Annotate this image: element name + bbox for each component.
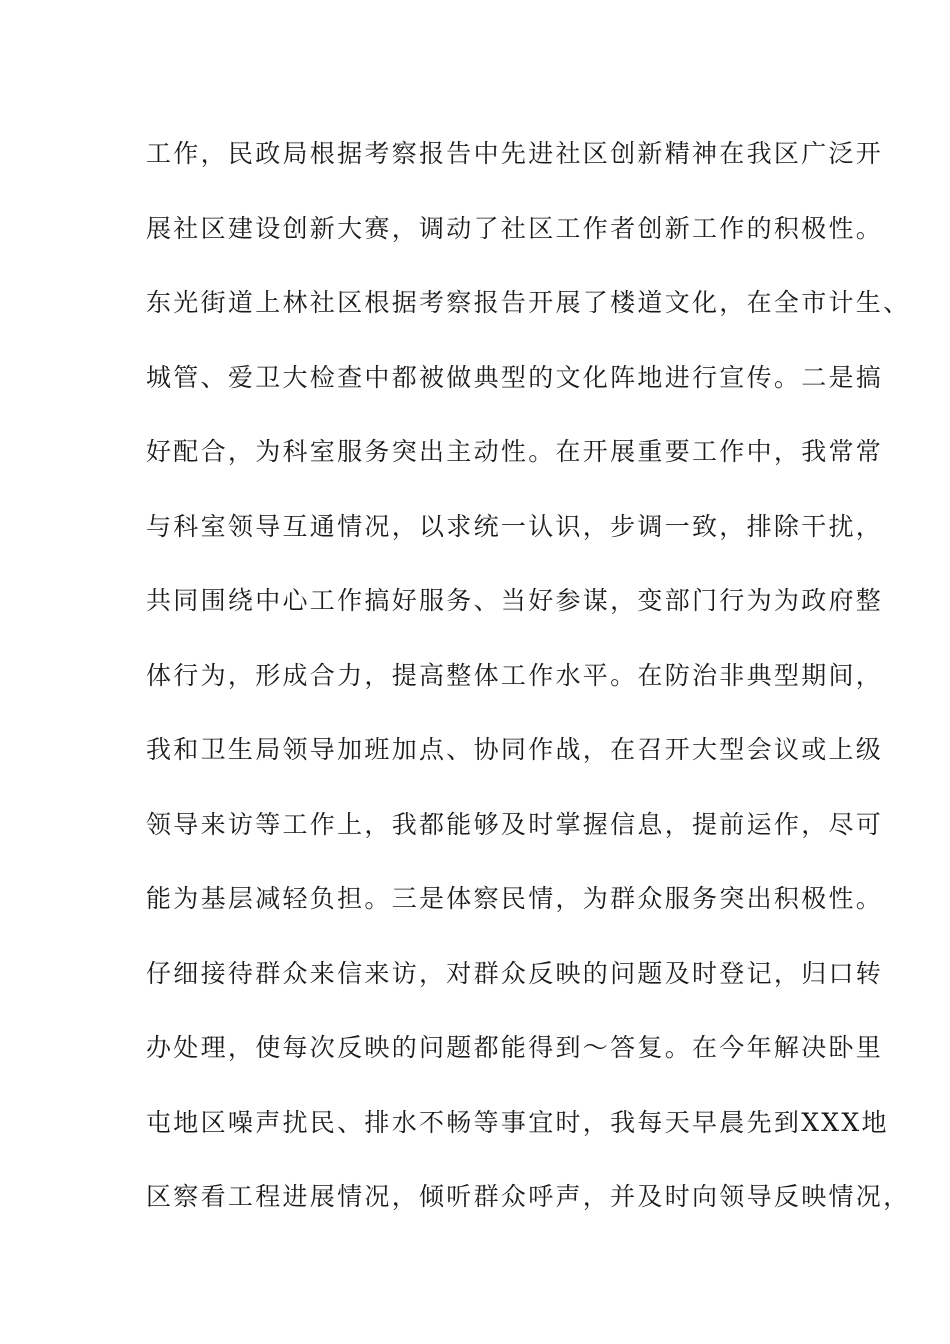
text-line: 东光街道上林社区根据考察报告开展了楼道文化，在全市计生、: [146, 288, 911, 317]
body-text: [146, 132, 911, 1250]
text-line: 办处理，使每次反映的问题都能得到～答复。在今年解决卧里: [146, 1033, 884, 1062]
text-line: 能为基层减轻负担。三是体察民情，为群众服务突出积极性。: [146, 884, 884, 913]
text-line: 好配合，为科室服务突出主动性。在开展重要工作中，我常常: [146, 437, 884, 466]
text-line: 体行为，形成合力，提高整体工作水平。在防治非典型期间，: [146, 660, 884, 690]
text-line: 屯地区噪声扰民、排水不畅等事宜时，我每天早晨先到XXX地: [146, 1107, 889, 1137]
text-line: 仔细接待群众来信来访，对群众反映的问题及时登记，归口转: [146, 958, 884, 988]
text-line: 领导来访等工作上，我都能够及时掌握信息，提前运作，尽可: [146, 809, 884, 839]
text-line: 工作，民政局根据考察报告中先进社区创新精神在我区广泛开: [146, 139, 884, 168]
text-line: 与科室领导互通情况，以求统一认识，步调一致，排除干扰，: [146, 511, 884, 541]
text-line: 展社区建设创新大赛，调动了社区工作者创新工作的积极性。: [146, 213, 884, 243]
text-line: 共同围绕中心工作搞好服务、当好参谋，变部门行为为政府整: [146, 586, 884, 615]
text-line: 城管、爱卫大检查中都被做典型的文化阵地进行宣传。二是搞: [146, 362, 884, 392]
text-line: 我和卫生局领导加班加点、协同作战，在召开大型会议或上级: [146, 735, 884, 764]
text-line: 区察看工程进展情况，倾听群众呼声，并及时向领导反映情况，: [146, 1182, 911, 1211]
